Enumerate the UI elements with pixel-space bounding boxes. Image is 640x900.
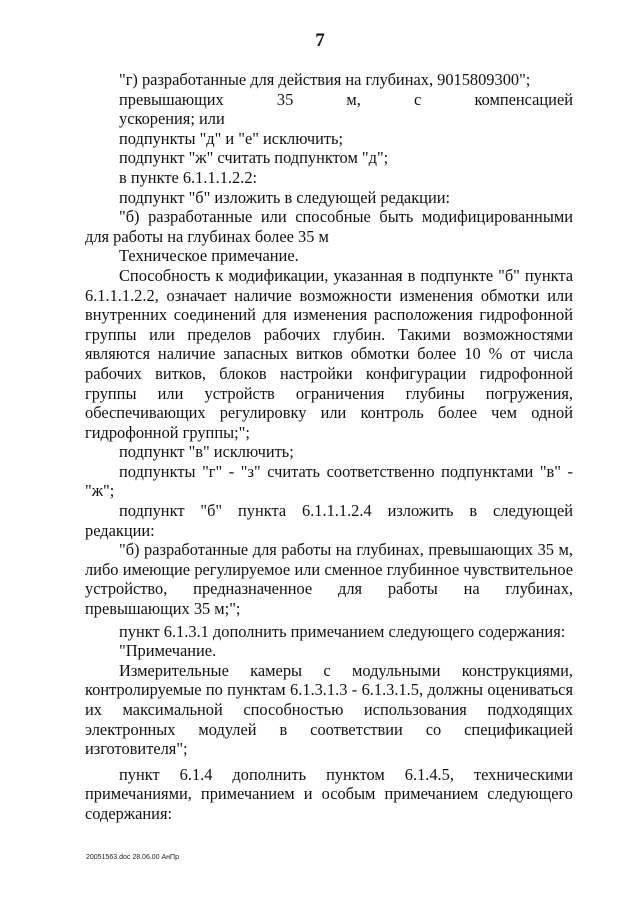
paragraph: "б) разработанные или способные быть модифицированными для работы на глубинах более 35 м [85, 207, 573, 246]
paragraph: ускорения; или [119, 109, 225, 129]
paragraph: подпункт "б" пункта 6.1.1.1.2.4 изложить в следующей редакции: [85, 501, 573, 540]
paragraph: в пункте 6.1.1.1.2.2: [119, 167, 258, 187]
paragraph: подпункты "д" и "е" исключить; [119, 128, 344, 148]
paragraph: превышающих 35 м, с компенсацией [119, 89, 573, 109]
document-footer: 20051563.doc 28.06.00 АнПр [86, 854, 179, 861]
paragraph: пункт 6.1.4 дополнить пунктом 6.1.4.5, техническими примечаниями, примечанием и особым примечанием следующего содержания: [85, 764, 573, 823]
paragraph: "г) разработанные для действия на глубинах, 9015809300"; [119, 70, 531, 89]
paragraph: Техническое примечание. [119, 246, 299, 266]
paragraph: подпункт "ж" считать подпунктом "д"; [119, 148, 389, 168]
paragraph: "Примечание. [119, 641, 217, 661]
page-number: 7 [315, 30, 325, 51]
paragraph: подпункт "в" исключить; [119, 442, 294, 462]
paragraph: пункт 6.1.3.1 дополнить примечанием следующего содержания: [119, 621, 566, 641]
paragraph: подпункт "б" изложить в следующей редакции: [119, 187, 451, 207]
paragraph: Способность к модификации, указанная в подпункте "б" пункта 6.1.1.1.2.2, означает наличие возможности изменения обмотки или внутренних соединений для изменения расположения гидрофонной группы или пределов рабочих глубин. Такими возможностями являются наличие запасных витков обмотки более 10 % от числа рабочих витков, блоков настройки конфигурации гидрофонной группы или устройств ограничения глубины погружения, обеспечивающих регулировку или контроль более чем одной гидрофонной группы;"; [85, 265, 573, 442]
paragraph: Измерительные камеры с модульными конструкциями, контролируемые по пунктам 6.1.3.1.3 - 6.1.3.1.5, должны оцениваться их максимальной способностью использования подходящих электронных модулей в соответствии со спецификацией изготовителя"; [85, 660, 573, 759]
paragraph: подпункты "г" - "з" считать соответственно подпунктами "в" - "ж"; [85, 461, 573, 501]
paragraph: "б) разработанные для работы на глубинах, превышающих 35 м, либо имеющие регулируемое или сменное глубинное чувствительное устройство, предназначенное для работы на глубинах, превышающих 35 м;"; [85, 540, 573, 619]
document-body [85, 70, 573, 824]
